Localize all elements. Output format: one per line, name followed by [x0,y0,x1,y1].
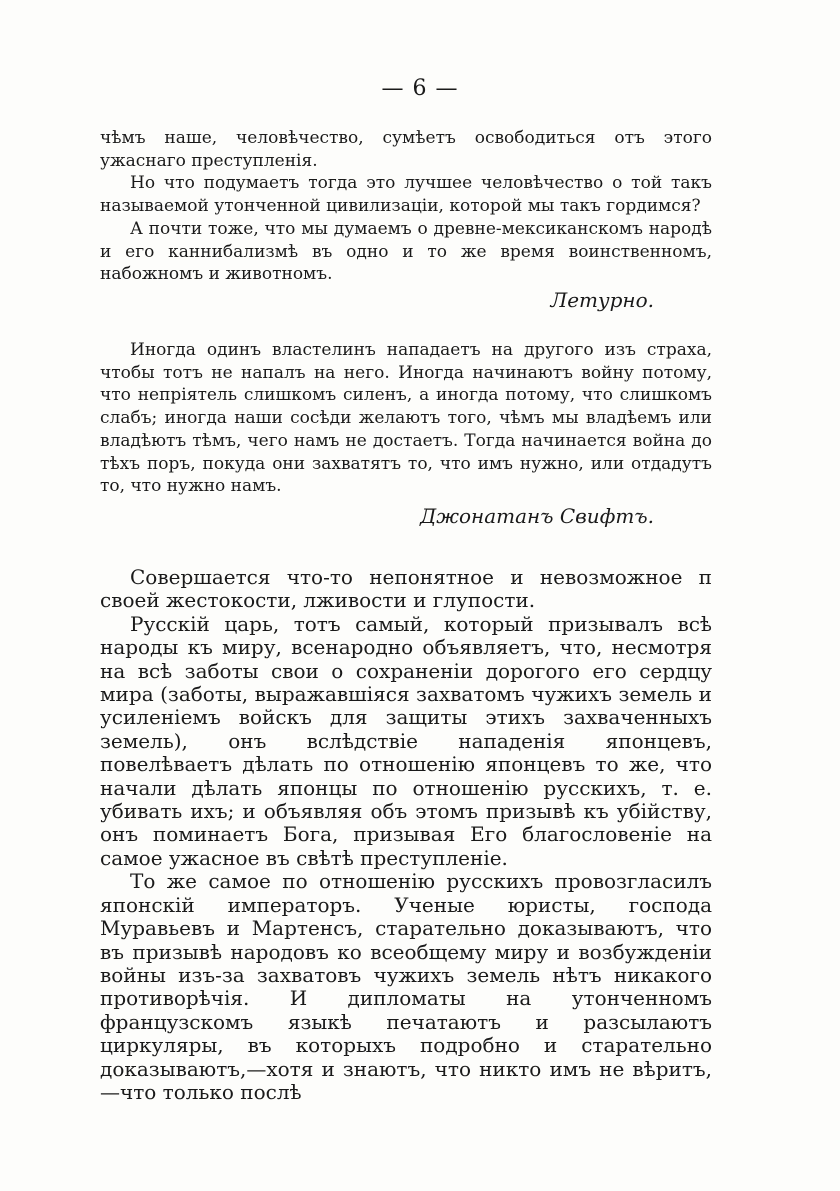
epigraph-attribution: Летурно. [550,288,654,312]
epigraph-letourneau [100,127,712,286]
body-paragraph: Совершается что-то непонятное и невозможное п своей жестокости, лживости и глупости. [100,565,712,613]
epigraph-paragraph: чѣмъ наше, человѣчество, сумѣетъ освободиться отъ этого ужаснаго преступленія. [100,128,712,171]
epigraph-swift [100,339,712,498]
epigraph-paragraph: Но что подумаетъ тогда это лучшее человѣчество о той такъ называемой утонченной цивилизаціи, которой мы такъ гордимся? [100,173,712,217]
main-text [100,566,712,1104]
epigraph-paragraph: А почти тоже, что мы думаемъ о древне-мексиканскомъ народѣ и его каннибализмѣ въ одно и то же время воинственномъ, набожномъ и животномъ. [100,218,712,285]
page-number: — 6 — [381,76,459,101]
body-paragraph: То же самое по отношенію русскихъ провозгласилъ японскій императоръ. Ученые юристы, господа Муравьевъ и Мартенсъ, старательно доказываютъ, что въ призывѣ народовъ ко всеобщему миру и возбужденіи войны изъ-за захватовъ чужихъ земель нѣтъ никакого противорѣчія. И дипломаты на утонченномъ французскомъ языкѣ печатаютъ и разсылаютъ циркуляры, въ которыхъ подробно и старательно доказываютъ,—хотя и знаютъ, что никто имъ не вѣритъ,—что только послѣ [100,869,712,1104]
body-paragraph: Русскій царь, тотъ самый, который призывалъ всѣ народы къ миру, всенародно объявляетъ, что, несмотря на всѣ заботы свои о сохраненіи дорогого его сердцу мира (заботы, выражавшіяся захватомъ чужихъ земель и усиленіемъ войскъ для защиты этихъ захваченныхъ земель), онъ вслѣдствіе нападенія японцевъ, повелѣваетъ дѣлать по отношенію японцевъ то же, что начали дѣлать японцы по отношенію русскихъ, т. е. убивать ихъ; и объявляя объ этомъ призывѣ къ убійству, онъ поминаетъ Бога, призывая Его благословеніе на самое ужасное въ свѣтѣ преступленіе. [100,611,712,870]
epigraph-paragraph: Иногда одинъ властелинъ нападаетъ на другого изъ страха, чтобы тотъ не напалъ на него. Иногда начинаютъ войну потому, что непріятель слишкомъ силенъ, а иногда потому, что слишкомъ слабъ; иногда наши сосѣди желаютъ того, чѣмъ мы владѣемъ или владѣютъ тѣмъ, чего намъ не достаетъ. Тогда начинается война до тѣхъ поръ, покуда они захватятъ то, что имъ нужно, или отдадутъ то, что нужно намъ. [100,340,712,497]
epigraph-attribution: Джонатанъ Свифтъ. [419,504,654,528]
